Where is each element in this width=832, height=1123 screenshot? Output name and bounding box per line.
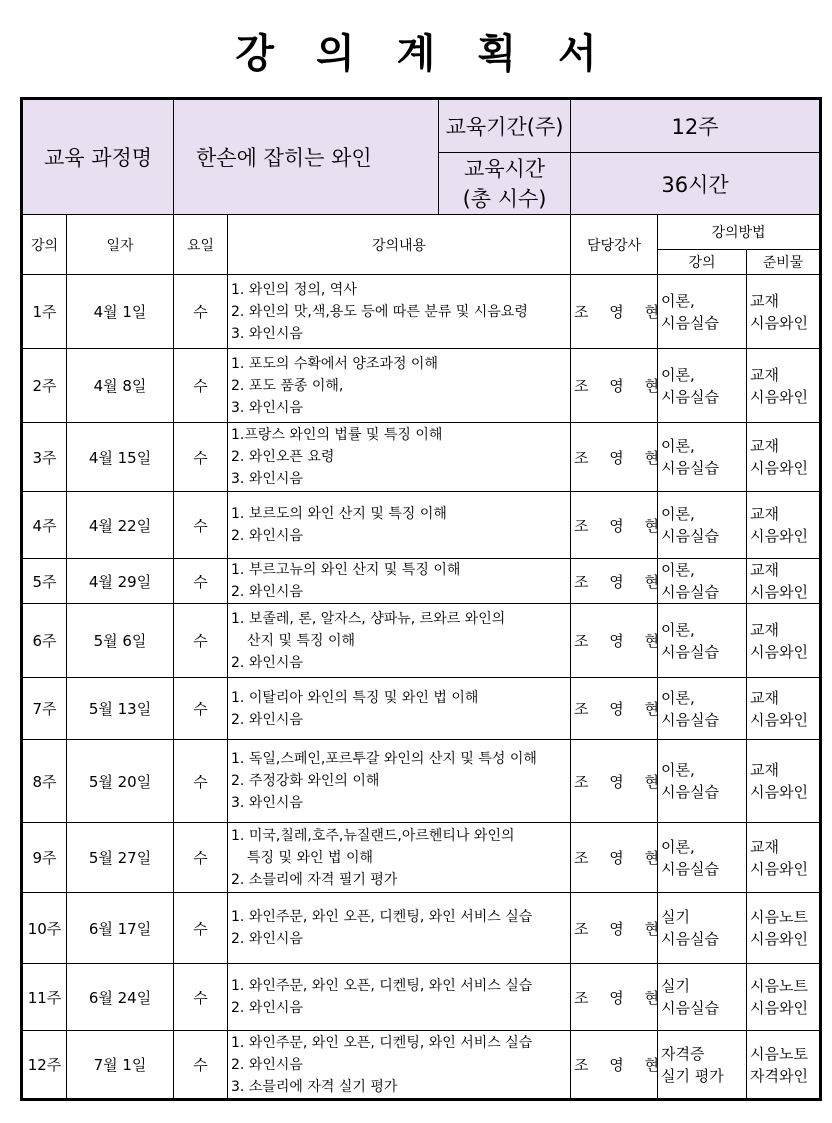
content-line: 2. 와인시음 — [231, 528, 303, 544]
method-cell — [658, 423, 747, 492]
method-line: 이론, — [661, 561, 695, 579]
content-line: 1.프랑스 와인의 법률 및 특징 이해 — [231, 427, 443, 443]
title-char: 강 — [235, 31, 317, 77]
date-cell: 5월 20일 — [67, 740, 174, 823]
content-line: 산지 및 특징 이해 — [247, 632, 356, 649]
instructor-cell: 조 영 현 — [571, 893, 658, 964]
method-line: 시음실습 — [661, 783, 719, 801]
lecture-row — [22, 740, 821, 823]
lecture-row — [22, 492, 821, 559]
content-line: 1. 이탈리아 와인의 특징 및 와인 법 이해 — [231, 689, 479, 706]
title-char: 계 — [396, 31, 478, 77]
content-cell — [228, 964, 571, 1031]
period-value: 12주 — [571, 99, 821, 153]
materials-line: 시음노트 — [750, 977, 808, 995]
content-cell — [228, 349, 571, 423]
content-cell — [228, 604, 571, 678]
week-cell: 10주 — [22, 893, 67, 964]
lecture-row — [22, 893, 821, 964]
method-line: 이론, — [661, 365, 695, 384]
method-cell — [658, 604, 747, 678]
day-cell: 수 — [174, 1031, 228, 1100]
content-line: 3. 와인시음 — [231, 325, 303, 342]
day-cell: 수 — [174, 492, 228, 559]
materials-line: 시음와인 — [750, 710, 808, 729]
content-cell — [228, 678, 571, 740]
materials-cell — [747, 349, 821, 423]
method-cell — [658, 275, 747, 349]
materials-line: 시음와인 — [750, 387, 808, 406]
content-cell — [228, 1031, 571, 1100]
method-cell — [658, 964, 747, 1031]
materials-line: 교재 — [750, 365, 780, 384]
content-line: 2. 와인시음 — [231, 654, 303, 671]
materials-cell — [747, 1031, 821, 1100]
column-header-row — [22, 215, 821, 250]
materials-line: 시음와인 — [750, 999, 808, 1017]
date-cell: 5월 27일 — [67, 823, 174, 893]
method-line: 시음실습 — [661, 527, 719, 545]
materials-line: 교재 — [750, 837, 780, 856]
lecture-row — [22, 604, 821, 678]
content-line: 3. 소믈리에 자격 실기 평가 — [231, 1078, 398, 1095]
method-line: 시음실습 — [661, 313, 719, 332]
content-cell — [228, 492, 571, 559]
content-cell — [228, 423, 571, 492]
content-line: 2. 와인의 맛,색,용도 등에 따른 분류 및 시음요령 — [231, 303, 528, 320]
method-line: 시음실습 — [661, 642, 719, 661]
method-cell — [658, 740, 747, 823]
date-cell: 4월 1일 — [67, 275, 174, 349]
materials-line: 교재 — [750, 437, 780, 455]
method-line: 시음실습 — [661, 583, 719, 601]
method-cell — [658, 349, 747, 423]
week-cell: 11주 — [22, 964, 67, 1031]
date-cell: 6월 24일 — [67, 964, 174, 1031]
instructor-cell: 조 영 현 — [571, 740, 658, 823]
method-line: 이론, — [661, 620, 695, 639]
week-cell: 2주 — [22, 349, 67, 423]
day-cell: 수 — [174, 349, 228, 423]
method-cell — [658, 678, 747, 740]
materials-line: 교재 — [750, 761, 780, 779]
lecture-row — [22, 275, 821, 349]
day-cell: 수 — [174, 823, 228, 893]
content-line: 2. 소믈리에 자격 필기 평가 — [231, 871, 398, 888]
week-cell: 6주 — [22, 604, 67, 678]
week-cell: 9주 — [22, 823, 67, 893]
day-cell: 수 — [174, 740, 228, 823]
date-cell: 5월 13일 — [67, 678, 174, 740]
content-line: 1. 와인주문, 와인 오픈, 디켄팅, 와인 서비스 실습 — [231, 978, 533, 994]
content-line: 2. 와인시음 — [231, 584, 303, 600]
week-cell: 1주 — [22, 275, 67, 349]
lecture-row — [22, 1031, 821, 1100]
method-line: 시음실습 — [661, 710, 719, 729]
method-line: 시음실습 — [661, 859, 719, 878]
instructor-cell: 조 영 현 — [571, 349, 658, 423]
content-line: 1. 보르도의 와인 산지 및 특징 이해 — [231, 506, 447, 522]
date-cell: 7월 1일 — [67, 1031, 174, 1100]
col-materials: 준비물 — [747, 250, 821, 275]
day-cell: 수 — [174, 678, 228, 740]
materials-line: 교재 — [750, 688, 780, 707]
content-line: 1. 미국,칠레,호주,뉴질랜드,아르헨티나 와인의 — [231, 827, 515, 844]
method-cell — [658, 893, 747, 964]
content-cell — [228, 823, 571, 893]
method-cell — [658, 492, 747, 559]
week-cell: 5주 — [22, 559, 67, 604]
materials-cell — [747, 740, 821, 823]
week-cell: 4주 — [22, 492, 67, 559]
content-cell — [228, 740, 571, 823]
instructor-cell: 조 영 현 — [571, 678, 658, 740]
day-cell: 수 — [174, 964, 228, 1031]
date-cell: 5월 6일 — [67, 604, 174, 678]
materials-line: 시음와인 — [750, 642, 808, 661]
col-method: 강의 — [658, 250, 747, 275]
method-line: 시음실습 — [661, 387, 719, 406]
week-cell: 12주 — [22, 1031, 67, 1100]
method-line: 이론, — [661, 837, 695, 856]
method-line: 시음실습 — [661, 459, 719, 477]
course-info-row — [22, 99, 821, 153]
content-line: 3. 와인시음 — [231, 471, 303, 487]
content-line: 3. 와인시음 — [231, 795, 303, 811]
content-line: 2. 포도 품종 이해, — [231, 377, 344, 394]
materials-cell — [747, 678, 821, 740]
content-line: 1. 와인주문, 와인 오픈, 디켄팅, 와인 서비스 실습 — [231, 909, 533, 925]
materials-cell — [747, 823, 821, 893]
lecture-row — [22, 964, 821, 1031]
day-cell: 수 — [174, 893, 228, 964]
instructor-cell: 조 영 현 — [571, 823, 658, 893]
materials-line: 시음노트 — [750, 908, 808, 926]
method-line: 시음실습 — [661, 930, 719, 948]
hours-label-line1: 교육시간 — [463, 156, 546, 181]
method-line: 시음실습 — [661, 999, 719, 1017]
materials-cell — [747, 559, 821, 604]
instructor-cell: 조 영 현 — [571, 492, 658, 559]
title-char: 획 — [477, 31, 558, 77]
materials-line: 교재 — [750, 291, 780, 310]
method-line: 자격증 — [661, 1044, 705, 1063]
materials-cell — [747, 275, 821, 349]
week-cell: 8주 — [22, 740, 67, 823]
date-cell: 6월 17일 — [67, 893, 174, 964]
day-cell: 수 — [174, 604, 228, 678]
content-line: 3. 와인시음 — [231, 399, 303, 416]
method-line: 이론, — [661, 291, 695, 310]
content-line: 2. 주정강화 와인의 이해 — [231, 773, 380, 789]
content-line: 1. 보졸레, 론, 알자스, 샹파뉴, 르와르 와인의 — [231, 610, 506, 627]
materials-line: 자격와인 — [750, 1066, 808, 1085]
hours-value: 36시간 — [571, 153, 821, 215]
content-line: 1. 와인주문, 와인 오픈, 디켄팅, 와인 서비스 실습 — [231, 1034, 533, 1051]
materials-line: 시음와인 — [750, 459, 808, 477]
method-cell — [658, 823, 747, 893]
instructor-cell: 조 영 현 — [571, 275, 658, 349]
content-line: 1. 와인의 정의, 역사 — [231, 281, 357, 298]
col-method-group: 강의방법 — [658, 215, 821, 250]
lecture-row — [22, 559, 821, 604]
hours-label — [439, 153, 571, 215]
title-char: 서 — [557, 31, 597, 77]
col-day: 요일 — [174, 215, 228, 275]
method-cell — [658, 1031, 747, 1100]
instructor-cell: 조 영 현 — [571, 604, 658, 678]
materials-line: 교재 — [750, 561, 780, 579]
date-cell: 4월 29일 — [67, 559, 174, 604]
instructor-cell: 조 영 현 — [571, 423, 658, 492]
lecture-row — [22, 349, 821, 423]
materials-cell — [747, 492, 821, 559]
instructor-cell: 조 영 현 — [571, 559, 658, 604]
materials-line: 교재 — [750, 505, 780, 523]
course-name-label: 교육 과정명 — [22, 99, 174, 215]
period-label: 교육기간(주) — [439, 99, 571, 153]
materials-line: 시음와인 — [750, 527, 808, 545]
content-line: 2. 와인시음 — [231, 1056, 303, 1073]
content-line: 2. 와인시음 — [231, 1000, 303, 1016]
content-line: 2. 와인시음 — [231, 931, 303, 947]
materials-line: 교재 — [750, 620, 780, 639]
lecture-row — [22, 678, 821, 740]
materials-cell — [747, 964, 821, 1031]
content-line: 특징 및 와인 법 이해 — [247, 849, 374, 866]
date-cell: 4월 8일 — [67, 349, 174, 423]
content-cell — [228, 893, 571, 964]
materials-line: 시음노토 — [750, 1044, 808, 1063]
materials-line: 시음와인 — [750, 313, 808, 332]
date-cell: 4월 15일 — [67, 423, 174, 492]
col-week: 강의 — [22, 215, 67, 275]
col-date: 일자 — [67, 215, 174, 275]
materials-line: 시음와인 — [750, 930, 808, 948]
content-cell — [228, 559, 571, 604]
course-name-value: 한손에 잡히는 와인 — [174, 99, 439, 215]
method-line: 실기 평가 — [661, 1066, 724, 1085]
method-line: 이론, — [661, 437, 695, 455]
content-line: 2. 와인오픈 요령 — [231, 449, 335, 465]
content-line: 1. 독일,스페인,포르투갈 와인의 산지 및 특성 이해 — [231, 751, 537, 767]
materials-cell — [747, 423, 821, 492]
hours-label-line2: (총 시수) — [462, 186, 547, 211]
col-instructor: 담당강사 — [571, 215, 658, 275]
instructor-cell: 조 영 현 — [571, 964, 658, 1031]
lecture-row — [22, 823, 821, 893]
day-cell: 수 — [174, 423, 228, 492]
title-char: 의 — [316, 31, 397, 77]
instructor-cell: 조 영 현 — [571, 1031, 658, 1100]
method-line: 이론, — [661, 688, 695, 707]
materials-cell — [747, 893, 821, 964]
lecture-row — [22, 423, 821, 492]
method-cell — [658, 559, 747, 604]
date-cell: 4월 22일 — [67, 492, 174, 559]
materials-line: 시음와인 — [750, 583, 808, 601]
content-cell — [228, 275, 571, 349]
materials-cell — [747, 604, 821, 678]
week-cell: 7주 — [22, 678, 67, 740]
materials-line: 시음와인 — [750, 859, 808, 878]
method-line: 이론, — [661, 761, 695, 779]
materials-line: 시음와인 — [750, 783, 808, 801]
method-line: 실기 — [661, 977, 691, 995]
content-line: 1. 포도의 수확에서 양조과정 이해 — [231, 355, 438, 372]
week-cell: 3주 — [22, 423, 67, 492]
content-line: 1. 부르고뉴의 와인 산지 및 특징 이해 — [231, 562, 461, 578]
day-cell: 수 — [174, 559, 228, 604]
lecture-plan-table — [20, 97, 822, 1101]
content-line: 2. 와인시음 — [231, 711, 303, 728]
page-title — [0, 22, 832, 79]
method-line: 이론, — [661, 505, 695, 523]
day-cell: 수 — [174, 275, 228, 349]
col-content: 강의내용 — [228, 215, 571, 275]
method-line: 실기 — [661, 908, 691, 926]
